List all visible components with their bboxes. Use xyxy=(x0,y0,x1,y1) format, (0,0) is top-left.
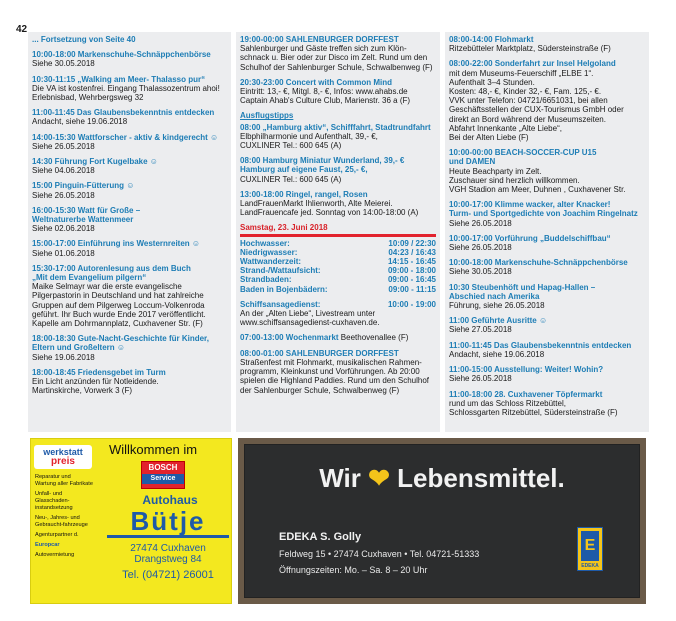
event-title: 08:00-22:00 Sonderfahrt zur Insel Helgoland xyxy=(449,59,616,69)
tide-value: 09:00 - 16:45 xyxy=(387,275,436,285)
event-details: Siehe 30.05.2018 xyxy=(449,267,512,277)
saturday-header xyxy=(240,223,436,236)
event-details: rund um das Schloss Ritzebüttel, Schlossgarten Ritzebüttel, Südersteinstraße (F) xyxy=(449,398,618,417)
event-details: Straßenfest mit Flohmarkt, musikalischen Rahmen- programm, Kleinkunst und Vorführungen. Ab 20:00 spielen die Highland Paddies. Rund um den Schulhof der Sahlenburger Schule, Schwalbenweg (F) xyxy=(240,357,430,395)
chalkboard xyxy=(244,444,640,598)
event-details: Siehe 26.05.2018 xyxy=(449,374,512,384)
bosch-service-logo: BOSCH Service xyxy=(141,461,185,489)
event-title: 15:00-17:00 Einführung ins Westernreiten ☺ xyxy=(32,239,201,249)
event-title: 10:00-17:00 Klimme wacker, alter Knacker! Turm- und Sportgedichte von Joachim Ringelnatz xyxy=(449,200,638,219)
event-item xyxy=(449,59,645,142)
event-title: 19:00-00:00 SAHLENBURGER DORFFEST xyxy=(240,35,399,44)
event-item xyxy=(32,157,227,175)
event-item xyxy=(449,283,645,311)
event-item xyxy=(32,50,227,68)
service-note: Agenturpartner d. xyxy=(35,532,79,538)
event-item xyxy=(240,333,436,342)
tide-label: Wattwanderzeit: xyxy=(240,257,302,267)
excursion-list xyxy=(240,123,436,218)
event-title: 08:00 „Hamburg aktiv“, Schifffahrt, Stadtrundfahrt xyxy=(240,122,431,132)
event-item xyxy=(32,35,227,44)
event-item xyxy=(32,206,227,234)
page-number: 42 xyxy=(16,24,28,35)
event-details: Ein Licht anzünden für Notleidende. Martinskirche, Vorwerk 3 (F) xyxy=(32,377,159,396)
tide-value: 10:09 / 22:30 xyxy=(388,238,436,248)
event-details: Siehe 30.05.2018 xyxy=(32,59,95,69)
event-details: Siehe 04.06.2018 xyxy=(32,166,95,176)
saturday-date: Samstag, 23. Juni 2018 xyxy=(240,223,328,233)
ad-welcome: Willkommen im xyxy=(109,442,198,457)
event-title: 10:00-18:00 Markenschuhe-Schnäppchenbörse xyxy=(449,258,628,268)
event-details: Siehe 02.06.2018 xyxy=(32,224,95,234)
tide-row xyxy=(240,266,436,275)
event-title: 20:30-23:00 Concert with Common Mind xyxy=(240,77,393,87)
ad-service-notes xyxy=(35,474,93,562)
event-details: Siehe 26.05.2018 xyxy=(449,243,512,253)
tide-value: 04:23 / 16:43 xyxy=(388,247,436,257)
event-details: Elbphilharmonie und Aufenthalt, 39,- €, CUXLINER Tel.: 600 645 (A) xyxy=(240,131,378,151)
tide-label: Strandbaden: xyxy=(240,275,292,285)
tide-row xyxy=(240,248,436,257)
event-details: Siehe 26.05.2018 xyxy=(32,190,95,200)
event-title: 08:00-14:00 Flohmarkt xyxy=(449,35,534,44)
event-item xyxy=(32,239,227,257)
event-item xyxy=(449,35,645,53)
tide-table xyxy=(240,239,436,294)
tide-value: 09:00 - 18:00 xyxy=(387,266,436,276)
event-item xyxy=(240,35,436,72)
tide-row xyxy=(240,275,436,284)
trip-item xyxy=(240,156,436,184)
event-item xyxy=(449,258,645,276)
event-title: ... Fortsetzung von Seite 40 xyxy=(32,35,136,44)
event-item xyxy=(449,200,645,228)
service-note: Neu-, Jahres- und Gebraucht-fahrzeuge xyxy=(35,515,88,528)
ad-company-name: Bütje xyxy=(107,507,229,538)
event-title: 11:00-18:00 28. Cuxhavener Töpfermarkt xyxy=(449,389,603,399)
event-details: LandFrauenMarkt Ihlienworth, Alte Meierei. LandFrauencafe jed. Sonntag von 14:00-18:00 (A) xyxy=(240,199,419,218)
event-item xyxy=(32,133,227,151)
event-item xyxy=(449,341,645,359)
event-details: Siehe 26.05.2018 xyxy=(32,141,95,151)
edeka-store-name: EDEKA S. Golly xyxy=(279,531,362,543)
tide-value: 14:15 - 16:45 xyxy=(387,257,436,267)
event-location: Beethovenallee (F) xyxy=(338,333,409,343)
event-title: 18:00-18:45 Friedensgebet im Turm xyxy=(32,367,166,377)
column-right xyxy=(445,32,649,432)
event-title: 11:00 Geführte Ausritte ☺ xyxy=(449,316,548,326)
event-title: 14:00-15:30 Wattforscher - aktiv & kindgerecht ☺ xyxy=(32,132,219,142)
ad-edeka xyxy=(238,438,646,604)
event-details: Andacht, siehe 19.06.2018 xyxy=(32,117,128,127)
event-item xyxy=(240,78,436,106)
edeka-hours: Öffnungszeiten: Mo. – Sa. 8 – 20 Uhr xyxy=(279,565,428,575)
ship-announcement-text: An der „Alten Liebe“, Livestream unter www.schiffsansagedienst-cuxhaven.de. xyxy=(240,309,380,328)
trip-item xyxy=(240,123,436,151)
tide-label: Strand-/Wattaufsicht: xyxy=(240,266,321,276)
tide-row xyxy=(240,285,436,294)
event-item xyxy=(449,148,645,194)
event-details: Die VA ist kostenfrei. Eingang Thalassozentrum ahoi! Erlebnisbad, Wehrbergsweg 32 xyxy=(32,83,220,103)
service-note: Europcar xyxy=(35,542,60,548)
event-details: Sahlenburger und Gäste treffen sich zum Klön- schnack u. Bier oder zur Disco im Zelt. Rund um den Schulhof der Sahlenburger Schule, Schwalbenweg (F) xyxy=(240,44,433,72)
event-item xyxy=(449,316,645,334)
ad-autohaus-butje xyxy=(30,438,232,604)
ship-announcement xyxy=(240,300,436,328)
column-middle xyxy=(236,32,440,432)
ad-phone: Tel. (04721) 26001 xyxy=(122,569,214,581)
event-details: Eintritt: 13,- €, Mitgl. 8,- €, Infos: www.ahabs.de Captain Ahab's Culture Club, Marienstr. 36 a (F) xyxy=(240,87,411,106)
column-left xyxy=(28,32,231,432)
tide-label: Hochwasser: xyxy=(240,238,290,248)
event-details: Ritzebütteler Marktplatz, Südersteinstraße (F) xyxy=(449,44,611,54)
event-details: mit dem Museums-Feuerschiff „ELBE 1“. Aufenthalt 3–4 Stunden. Kosten: 48,- €, Kinder 32,- €, Fam. 125,- €. VVK unter Telefon: 04721/6651031, bei allen Geschäftsstellen der CUX-Tourismus GmbH oder direkt an Bord während der Museumszeiten. Abfahrt Innenkante „Alte Liebe“, Bei der Alten Liebe (F) xyxy=(449,68,624,143)
event-title: 18:00-18:30 Gute-Nacht-Geschichte für Kinder, Eltern und Großeltern ☺ xyxy=(32,334,209,353)
tide-row xyxy=(240,239,436,248)
event-details: Andacht, siehe 19.06.2018 xyxy=(449,349,545,359)
service-note: Autovermietung xyxy=(35,552,75,558)
tide-row xyxy=(240,257,436,266)
event-title: 08:00-01:00 SAHLENBURGER DORFFEST xyxy=(240,348,399,358)
excursion-tips-title: Ausflugstipps xyxy=(240,111,294,121)
edeka-address: Feldweg 15 • 27474 Cuxhaven • Tel. 04721-51333 xyxy=(279,549,480,559)
event-title: 15:30-17:00 Autorenlesung aus dem Buch „Mit dem Evangelium pilgern“ xyxy=(32,263,191,283)
event-details: Siehe 27.05.2018 xyxy=(449,325,512,335)
event-details: Siehe 01.06.2018 xyxy=(32,248,95,258)
event-details: Maike Selmayr war die erste evangelische Pilgerpastorin in Deutschland und hat zahlreiche Gruppen auf dem Pilgerweg Loccum-Volkenroda geführt. Ihr Buch wurde Ende 2017 veröffentlicht. Kapelle am Dohrmannplatz, Cuxhavener Str. (F) xyxy=(32,282,206,329)
edeka-slogan: Wir ❤ Lebensmittel. xyxy=(319,463,565,493)
event-details: Siehe 26.05.2018 xyxy=(449,218,512,228)
event-details: CUXLINER Tel.: 600 645 (A) xyxy=(240,174,342,184)
ad-autohaus-label: Autohaus xyxy=(142,493,198,507)
event-title: 10:00-18:00 Markenschuhe-Schnäppchenbörse xyxy=(32,50,211,60)
event-details: Heute Beachparty im Zelt. Zuschauer sind herzlich willkommen. VGH Stadion am Meer, Duhnen , Cuxhavener Str. xyxy=(449,166,626,195)
event-item xyxy=(32,75,227,103)
event-title: 10:30-11:15 „Walking am Meer- Thalasso pur“ xyxy=(32,74,206,84)
event-title: 10:00-00:00 BEACH-SOCCER-CUP U15 und DAMEN xyxy=(449,148,597,167)
event-item xyxy=(449,234,645,252)
event-title: 11:00-11:45 Das Glaubensbekenntnis entdecken xyxy=(449,340,632,350)
event-item xyxy=(449,365,645,383)
service-note: Unfall- und Glasschaden-instandsetzung xyxy=(35,491,73,511)
event-title: 08:00 Hamburg Miniatur Wunderland, 39,- € Hamburg auf eigene Faust, 25,- €, xyxy=(240,156,405,175)
event-item xyxy=(32,108,227,126)
event-title: 13:00-18:00 Ringel, rangel, Rosen xyxy=(240,189,368,199)
event-item xyxy=(32,181,227,199)
event-details: Führung, siehe 26.05.2018 xyxy=(449,301,545,311)
event-item xyxy=(32,334,227,362)
service-note: Reparatur und Wartung aller Fabrikate xyxy=(35,474,93,487)
event-title: 07:00-13:00 Wochenmarkt xyxy=(240,333,339,343)
event-item xyxy=(32,368,227,396)
tide-value: 09:00 - 11:15 xyxy=(388,284,436,294)
event-item xyxy=(32,264,227,328)
event-title: 16:00-15:30 Watt für Große – Weltnaturerbe Wattenmeer xyxy=(32,205,141,225)
saturday-divider xyxy=(240,234,436,237)
events-saturday xyxy=(240,333,436,394)
event-title: 10:30 Steubenhöft und Hapag-Hallen – Abschied nach Amerika xyxy=(449,282,596,301)
event-item xyxy=(240,349,436,395)
ad-address: 27474 Cuxhaven Drangstweg 84 xyxy=(130,543,206,565)
edeka-logo-icon: E EDEKA xyxy=(577,527,603,571)
event-title: 11:00-15:00 Ausstellung: Weiter! Wohin? xyxy=(449,365,604,375)
tide-label: Niedrigwasser: xyxy=(240,247,298,257)
events-friday-evening xyxy=(240,35,436,105)
event-title: 14:30 Führung Fort Kugelbake ☺ xyxy=(32,157,158,167)
trip-item xyxy=(240,190,436,218)
ship-announcement-label: Schiffsansagedienst: xyxy=(240,299,321,309)
werkstattpreis-logo: werkstatt preis xyxy=(34,445,92,469)
event-details: Siehe 19.06.2018 xyxy=(32,352,95,362)
event-title: 15:00 Pinguin-Fütterung ☺ xyxy=(32,181,135,191)
ship-announcement-time: 10:00 - 19:00 xyxy=(387,299,436,309)
event-item xyxy=(449,390,645,418)
heart-icon: ❤ xyxy=(368,463,390,493)
event-title: 10:00-17:00 Vorführung „Buddelschiffbau“ xyxy=(449,233,611,243)
event-title: 11:00-11:45 Das Glaubensbekenntnis entdecken xyxy=(32,108,215,118)
tide-label: Baden in Bojenbädern: xyxy=(240,284,328,294)
